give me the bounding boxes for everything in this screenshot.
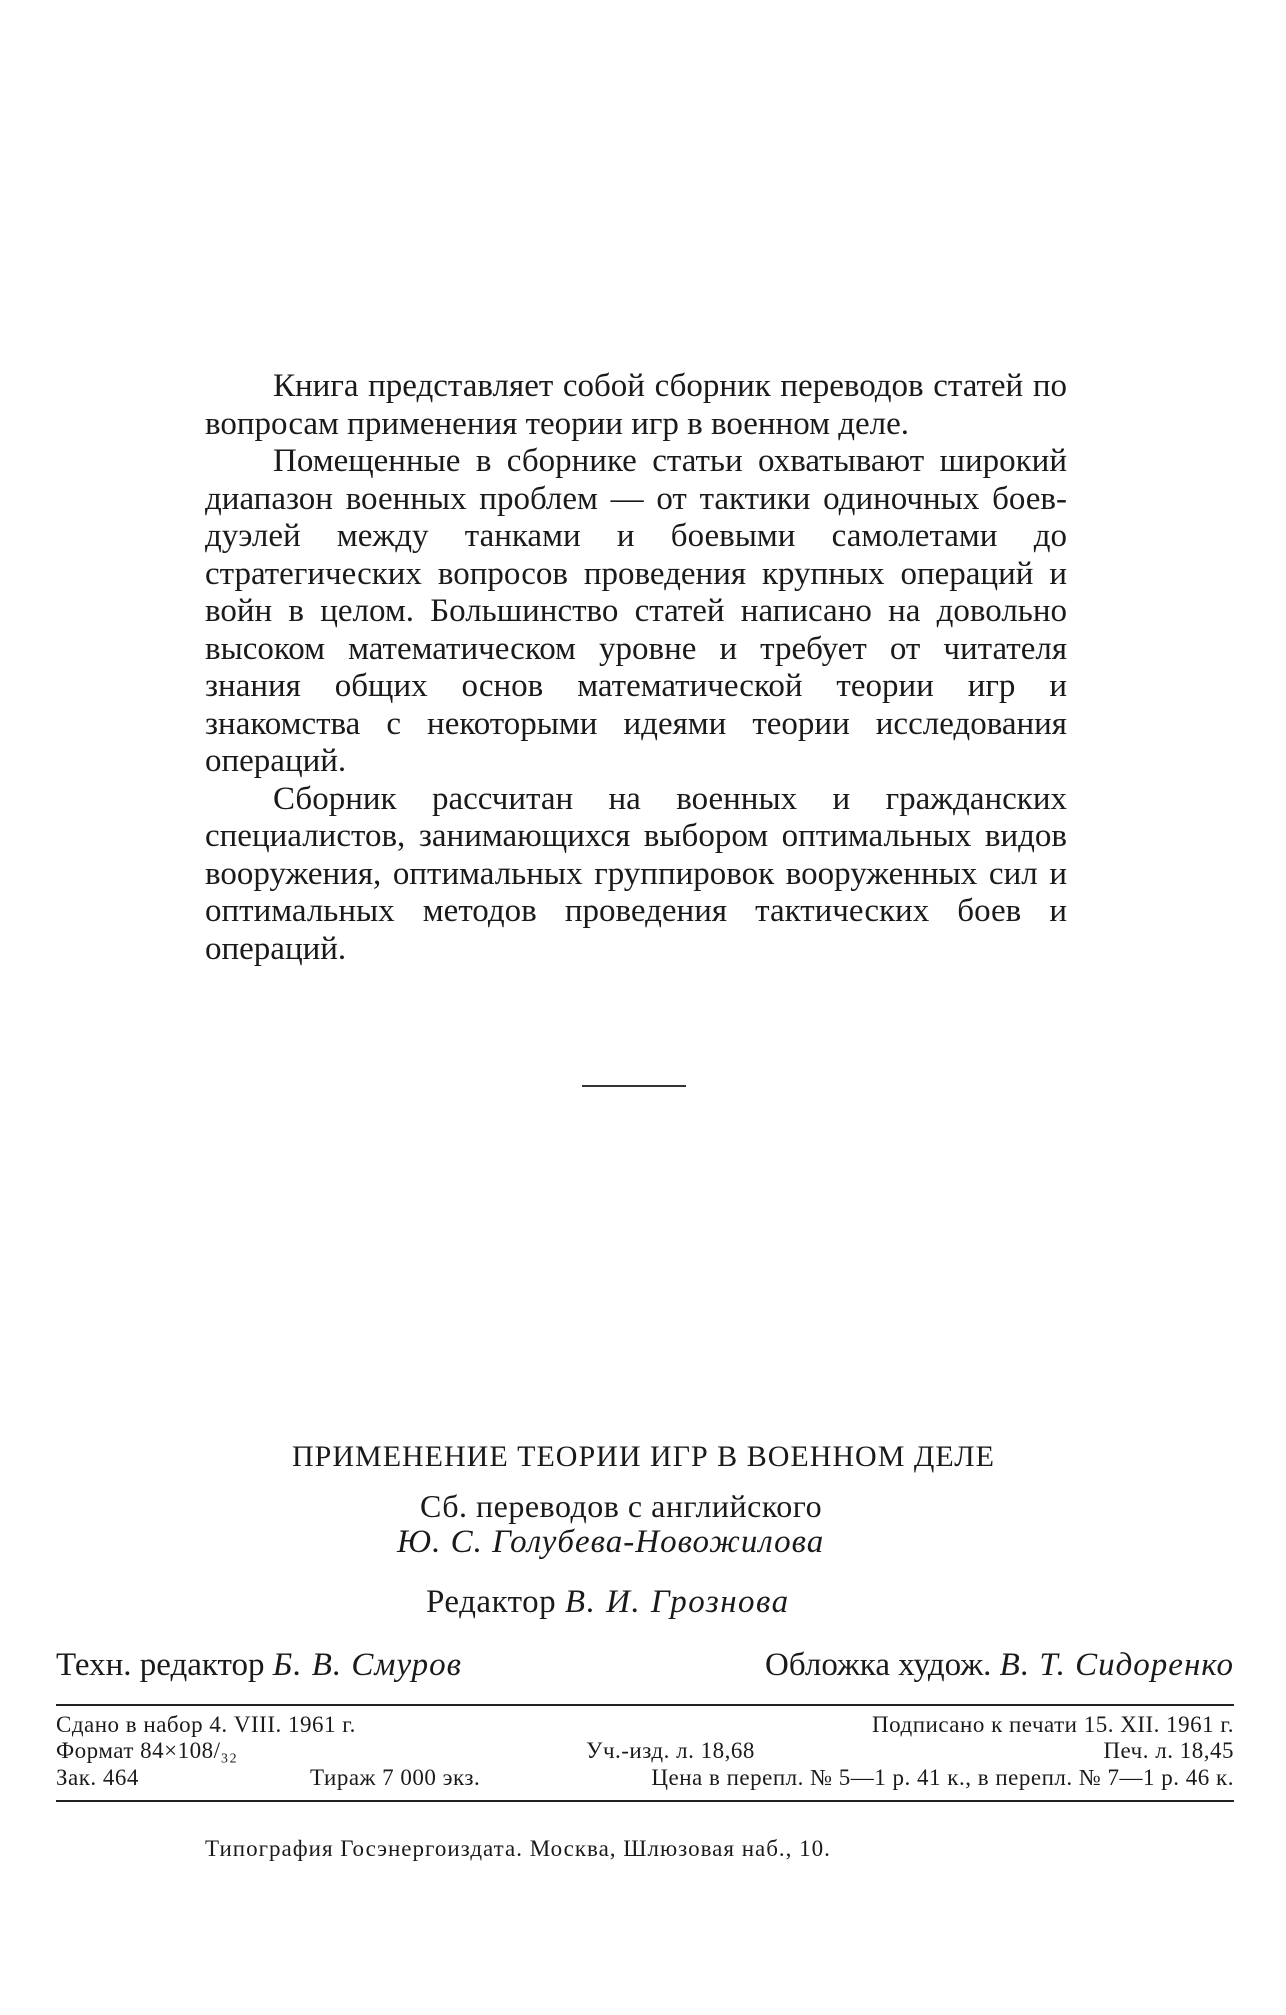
imprint-row-2 <box>56 1738 1234 1764</box>
editor-label: Редактор <box>426 1584 557 1620</box>
printed-sheets: Печ. л. 18,45 <box>1103 1738 1234 1763</box>
imprint-row-1 <box>56 1712 1234 1738</box>
editor-credit <box>426 1584 790 1621</box>
imprint-row-3 <box>56 1765 1234 1791</box>
cover-artist-name: В. Т. Сидоренко <box>999 1647 1234 1683</box>
submitted-date: Сдано в набор 4. VIII. 1961 г. <box>56 1712 356 1737</box>
price: Цена в перепл. № 5—1 р. 41 к., в перепл. № 7—1 р. 46 к. <box>651 1765 1234 1790</box>
tech-editor-name: Б. В. Смуров <box>272 1647 462 1683</box>
publisher-sheets: Уч.-изд. л. 18,68 <box>586 1738 755 1763</box>
annotation-paragraph-1: Книга представляет собой сборник переводов статей по вопросам применения теории игр в военном деле. <box>205 368 1067 442</box>
imprint-top-rule <box>56 1704 1234 1706</box>
imprint-bottom-rule <box>56 1800 1234 1802</box>
order-number: Зак. 464 <box>56 1765 139 1790</box>
signed-date: Подписано к печати 15. XII. 1961 г. <box>872 1712 1234 1737</box>
printing-house: Типография Госэнергоиздата. Москва, Шлюзовая наб., 10. <box>205 1836 831 1861</box>
cover-artist-label: Обложка худож. <box>765 1647 992 1683</box>
cover-artist-credit <box>765 1647 1234 1684</box>
editor-name: В. И. Грознова <box>564 1584 790 1620</box>
tech-editor-credit <box>56 1647 462 1684</box>
staff-credits <box>56 1647 1234 1684</box>
book-title: ПРИМЕНЕНИЕ ТЕОРИИ ИГР В ВОЕННОМ ДЕЛЕ <box>292 1440 995 1473</box>
translator-name: Ю. С. Голубева-Новожилова <box>397 1524 825 1560</box>
circulation: Тираж 7 000 экз. <box>310 1765 481 1790</box>
annotation-paragraph-2: Помещенные в сборнике статьи охватывают широкий диапазон военных проблем — от тактики одиночных боев-дуэлей между танками и боевыми самолетами до стратегических вопросов проведения крупных операций и войн в целом. Большинство статей написано на довольно высоком математическом уровне и требует от читателя знания общих основ математической теории игр и знакомства с некоторыми идеями теории исследования операций. <box>205 443 1067 779</box>
annotation-text <box>205 368 1067 968</box>
annotation-paragraph-3: Сборник рассчитан на военных и гражданских специалистов, занимающихся выбором оптимальных видов вооружения, оптимальных группировок вооруженных сил и оптимальных методов проведения тактических боев и операций. <box>205 780 1067 967</box>
section-divider <box>582 1085 686 1087</box>
tech-editor-label: Техн. редактор <box>56 1647 265 1683</box>
paper-format: Формат 84×108/₃₂ <box>56 1738 238 1763</box>
book-subtitle: Сб. переводов с английского <box>420 1488 823 1524</box>
